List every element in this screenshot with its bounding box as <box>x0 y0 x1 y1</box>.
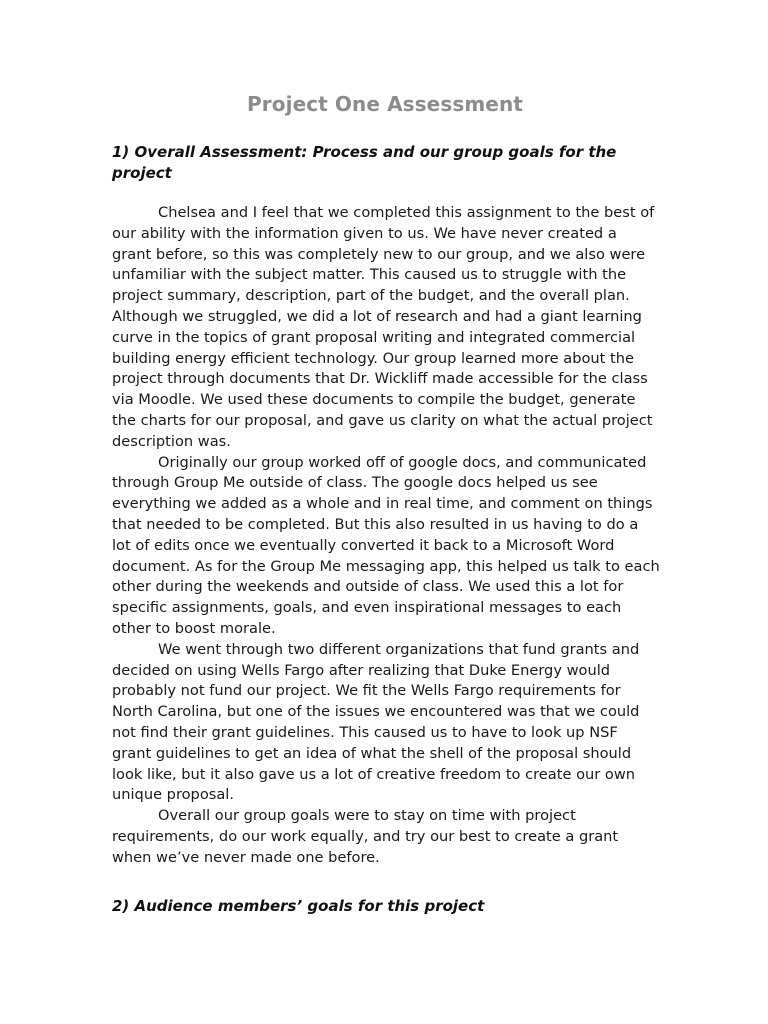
paragraph: Chelsea and I feel that we completed this assignment to the best of our ability with the information given to us. We have never created a grant before, so this was completely new to our group, and we also were unfamiliar with the subject matter. This caused us to struggle with the project summary, description, part of the budget, and the overall plan. Although we struggled, we did a lot of research and had a giant learning curve in the topics of grant proposal writing and integrated commercial building energy efficient technology. Our group learned more about the project through documents that Dr. Wickliff made accessible for the class via Moodle. We used these documents to compile the budget, generate the charts for our proposal, and gave us clarity on what the actual project description was. <box>112 204 655 450</box>
section-heading-audience-goals: 2) Audience members’ goals for this project <box>112 896 485 915</box>
paragraph: We went through two different organizations that fund grants and decided on using Wells Fargo after realizing that Duke Energy would probably not fund our project. We fit the Wells Fargo requirements for North Carolina, but one of the issues we encountered was that we could not find their grant guidelines. This caused us to have to look up NSF grant guidelines to get an idea of what the shell of the proposal should look like, but it also gave us a lot of creative freedom to create our own unique proposal. <box>112 640 640 804</box>
paragraph: Originally our group worked off of google docs, and communicated through Group Me outside of class. The google docs helped us see everything we added as a whole and in real time, and comment on things that needed to be completed. But this also resulted in us having to do a lot of edits once we eventually converted it back to a Microsoft Word document. As for the Group Me messaging app, this helped us talk to each other during the weekends and outside of class. We used this a lot for specific assignments, goals, and even inspirational messages to each other to boost morale. <box>112 453 660 637</box>
section-heading-overall-assessment: 1) Overall Assessment: Process and our group goals for the project <box>112 143 617 182</box>
paragraph: Overall our group goals were to stay on time with project requirements, do our work equally, and try our best to create a grant when we’ve never made one before. <box>112 807 619 866</box>
document-title: Project One Assessment <box>247 92 523 116</box>
